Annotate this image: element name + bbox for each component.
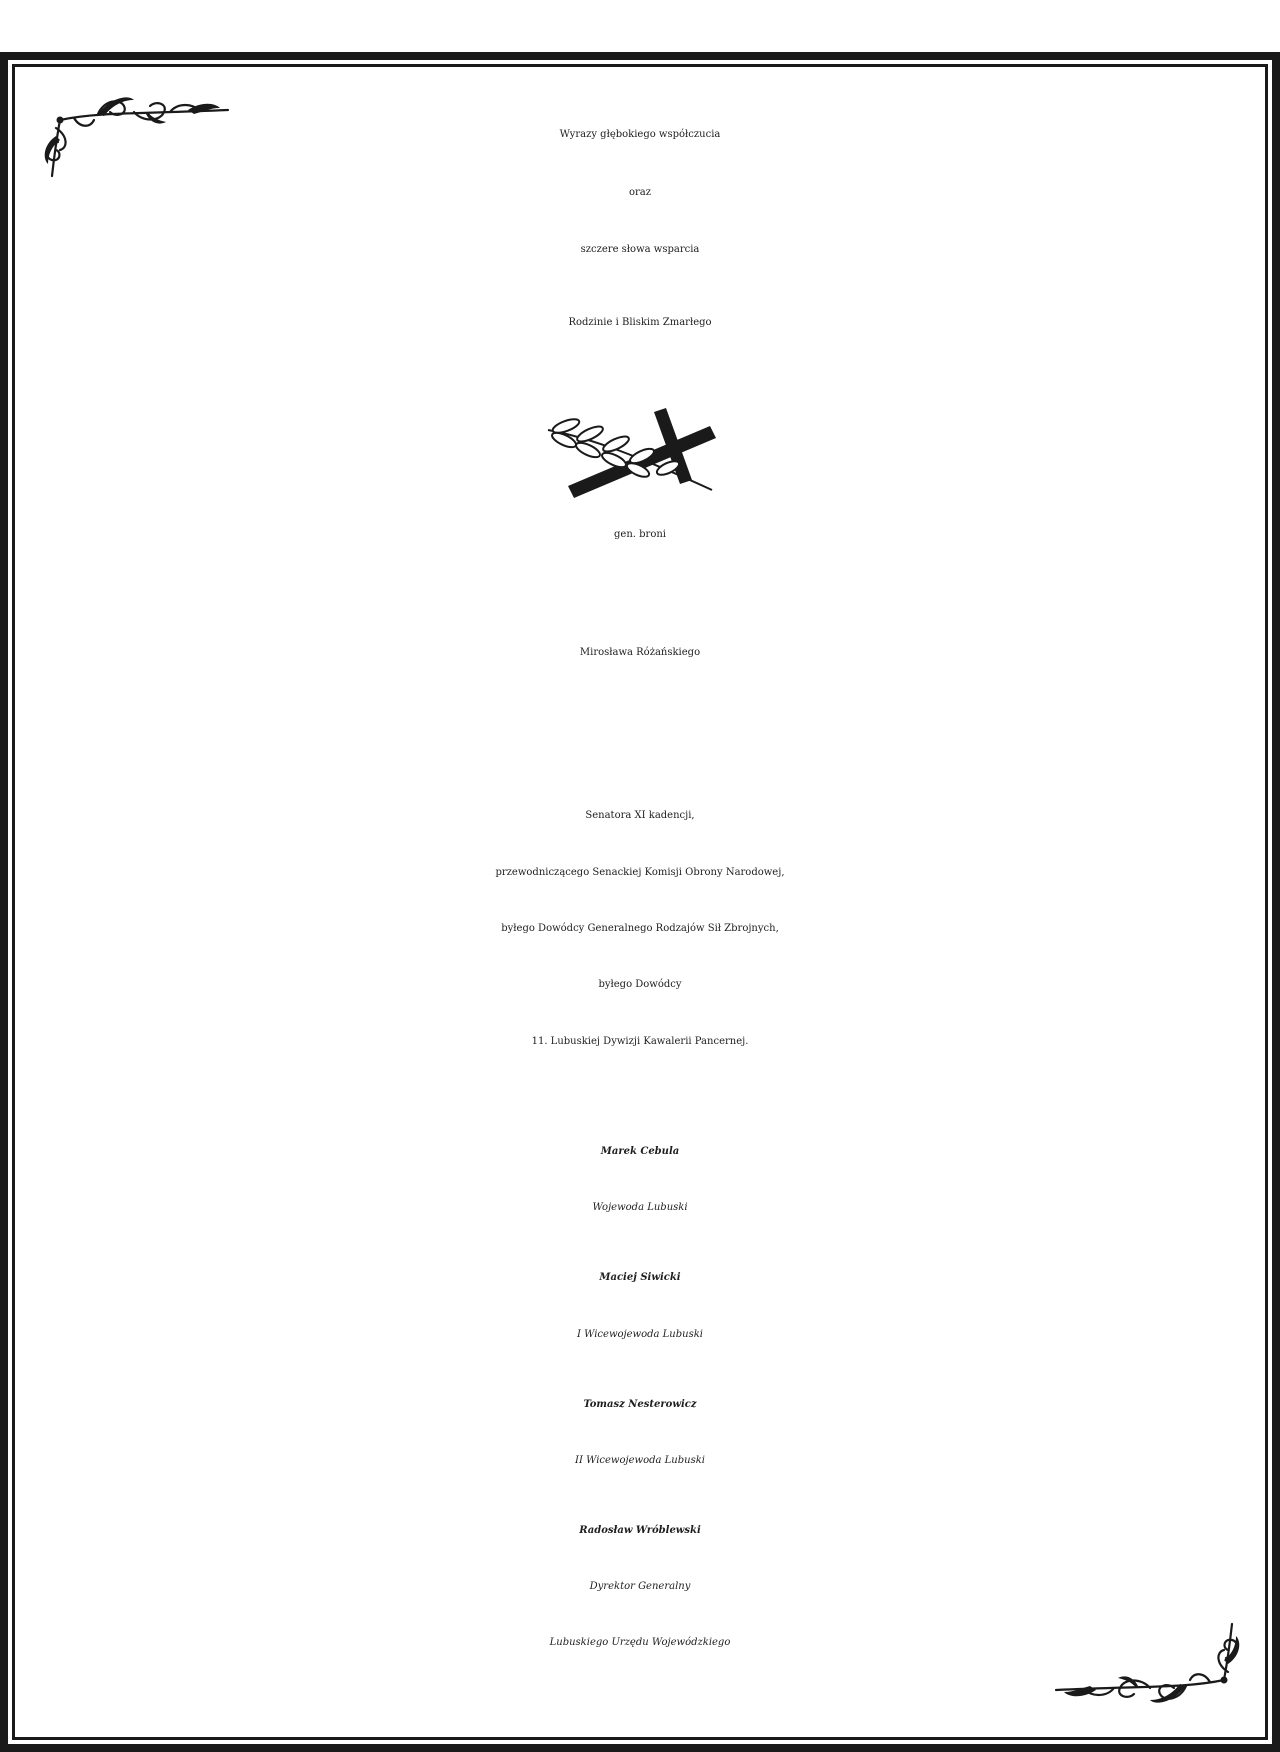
signatory-role: I Wicewojewoda Lubuski xyxy=(577,1329,703,1340)
recipient-line: Rodzinie i Bliskim Zmarłego xyxy=(568,317,712,328)
signatory-role-line-2: Lubuskiego Urzędu Wojewódzkiego xyxy=(549,1637,731,1648)
signatory-name: Radosław Wróblewski xyxy=(579,1525,701,1536)
signatory-name: Tomasz Nesterowicz xyxy=(583,1399,697,1410)
greeting-line-2: oraz xyxy=(628,187,652,198)
title-line-5: 11. Lubuskiej Dywizji Kawalerii Pancernej. xyxy=(531,1036,749,1047)
deceased-rank: gen. broni xyxy=(614,529,666,540)
title-line-1: Senatora XI kadencji, xyxy=(585,810,695,821)
signatory-role: Dyrektor Generalny xyxy=(589,1581,691,1592)
title-line-2: przewodniczącego Senackiej Komisji Obrony Narodowej, xyxy=(495,867,785,878)
title-line-4: byłego Dowódcy xyxy=(598,979,682,990)
title-line-3: byłego Dowódcy Generalnego Rodzajów Sił Zbrojnych, xyxy=(501,923,779,934)
greeting-line-3: szczere słowa wsparcia xyxy=(580,244,700,255)
signatory-name: Maciej Siwicki xyxy=(599,1272,681,1283)
floral-corner-bottom-right-icon xyxy=(1050,1618,1246,1708)
signatory-role: II Wicewojewoda Lubuski xyxy=(575,1455,705,1466)
cross-with-palm-branch-icon xyxy=(542,408,738,504)
deceased-name: Mirosława Różańskiego xyxy=(579,647,701,658)
signatory-name: Marek Cebula xyxy=(600,1146,680,1157)
inner-border xyxy=(12,64,1268,1740)
signatory-role: Wojewoda Lubuski xyxy=(592,1202,688,1213)
greeting-line-1: Wyrazy głębokiego współczucia xyxy=(559,129,721,140)
